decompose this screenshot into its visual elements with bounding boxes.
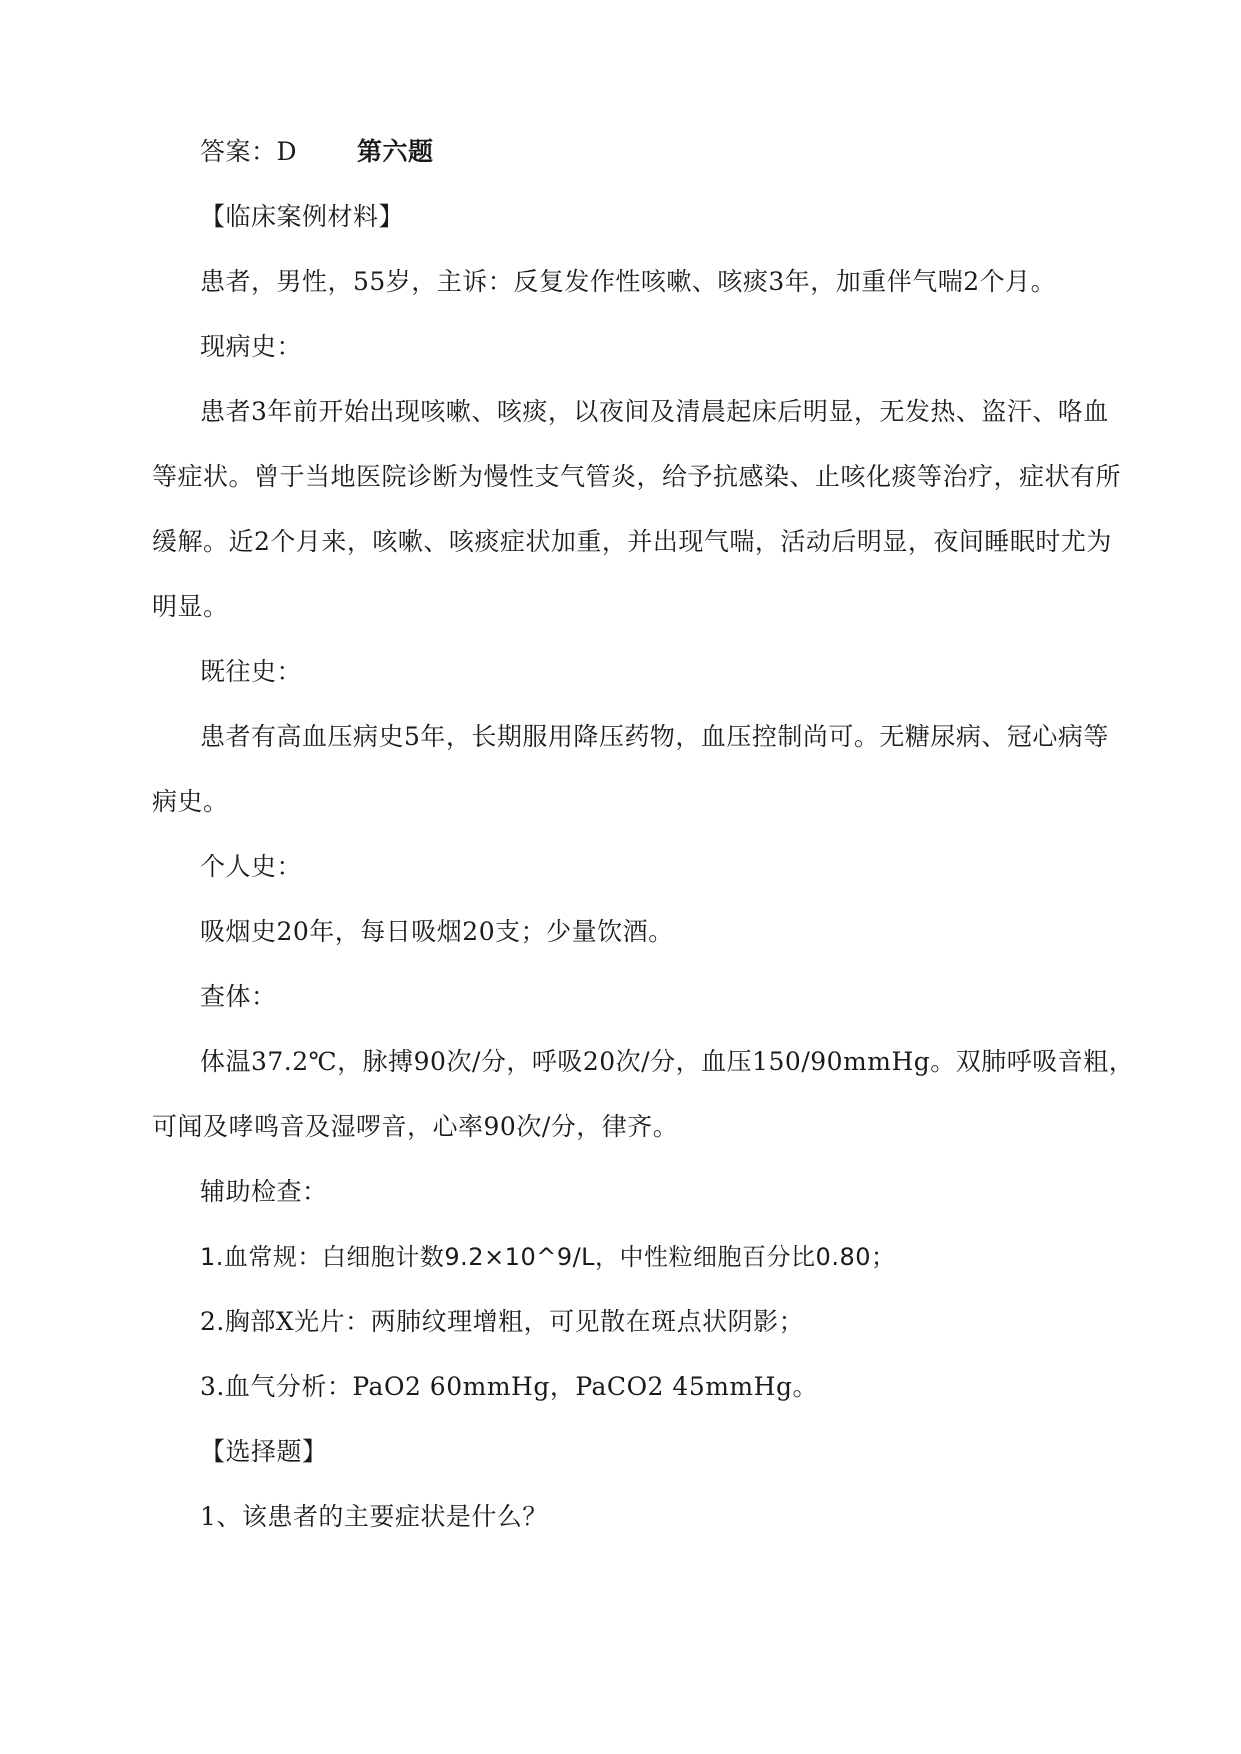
past-history-line: 患者有高血压病史5年，长期服用降压药物，血压控制尚可。无糖尿病、冠心病等 (200, 722, 1109, 751)
present-illness-heading: 现病史： (200, 332, 303, 361)
personal-history-text: 吸烟史20年，每日吸烟20支；少量饮酒。 (200, 917, 674, 946)
present-illness-line: 等症状。曾于当地医院诊断为慢性支气管炎，给予抗感染、止咳化痰等治疗，症状有所 (152, 462, 1122, 491)
present-illness-line: 明显。 (152, 592, 229, 621)
question-title: 第六题 (357, 137, 434, 166)
physical-exam-heading: 查体： (200, 982, 277, 1011)
personal-history-heading: 个人史： (200, 852, 303, 881)
section-questions-heading: 【选择题】 (200, 1437, 328, 1466)
answer-text: 答案：D (200, 137, 298, 166)
question-1: 1、该患者的主要症状是什么？ (200, 1502, 548, 1531)
section-case-heading: 【临床案例材料】 (200, 202, 405, 231)
past-history-line: 病史。 (152, 787, 229, 816)
present-illness-line: 缓解。近2个月来，咳嗽、咳痰症状加重，并出现气喘，活动后明显，夜间睡眠时尤为 (152, 527, 1112, 556)
past-history-heading: 既往史： (200, 657, 303, 686)
present-illness-line: 患者3年前开始出现咳嗽、咳痰，以夜间及清晨起床后明显，无发热、盗汗、咯血 (200, 397, 1109, 426)
auxiliary-exam-heading: 辅助检查： (200, 1177, 328, 1206)
auxiliary-exam-item: 3.血气分析：PaO2 60mmHg，PaCO2 45mmHg。 (200, 1372, 818, 1401)
answer-header (200, 137, 1092, 167)
physical-exam-line: 体温37.2℃，脉搏90次/分，呼吸20次/分，血压150/90mmHg。双肺呼吸音粗， (200, 1047, 1135, 1076)
chief-complaint: 患者，男性，55岁，主诉：反复发作性咳嗽、咳痰3年，加重伴气喘2个月。 (200, 267, 1057, 296)
auxiliary-exam-item: 2.胸部X光片：两肺纹理增粗，可见散在斑点状阴影； (200, 1307, 805, 1336)
auxiliary-exam-item: 1.血常规：白细胞计数9.2×10^9/L，中性粒细胞百分比0.80； (200, 1243, 896, 1271)
physical-exam-line: 可闻及哮鸣音及湿啰音，心率90次/分，律齐。 (152, 1112, 679, 1141)
